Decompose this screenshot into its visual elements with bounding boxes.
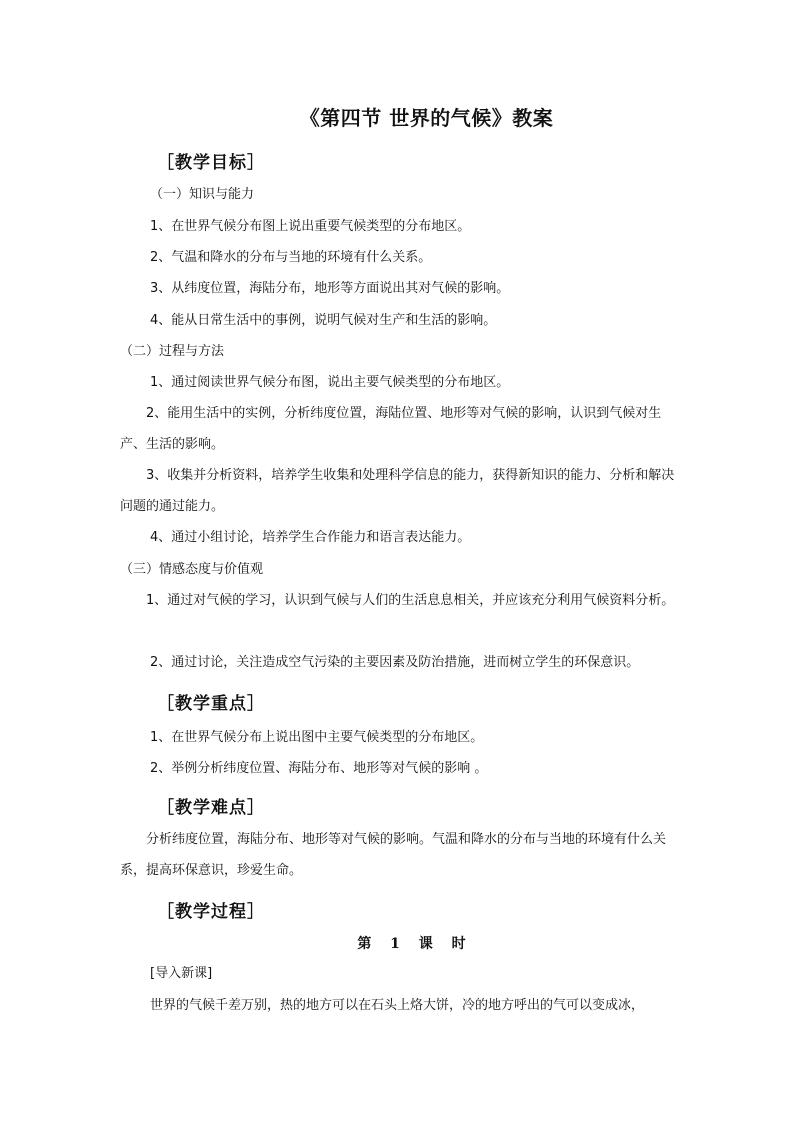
process-section-heading: ［教学过程］ <box>157 902 265 922</box>
knowledge-item: 2、气温和降水的分布与当地的环境有什么关系。 <box>150 250 432 265</box>
emotion-item: 1、通过对气候的学习，认识到气候与人们的生活息息相关，并应该充分利用气候资料分析。 <box>146 593 675 608</box>
knowledge-label: （一）知识与能力 <box>150 187 255 202</box>
emotion-label: （三）情感态度与价值观 <box>120 562 264 577</box>
document-title: 《第四节 世界的气候》教案 <box>299 106 554 130</box>
process-label: （二）过程与方法 <box>120 344 225 359</box>
objectives-heading: ［教学目标］ <box>157 153 265 173</box>
key-point-item: 2、举例分析纬度位置、海陆分布、地形等对气候的影响 。 <box>150 761 488 776</box>
process-item: 1、通过阅读世界气候分布图，说出主要气候类型的分布地区。 <box>150 375 510 390</box>
intro-text: 世界的气候千差万别，热的地方可以在石头上烙大饼，冷的地方呼出的气可以变成冰， <box>150 998 645 1013</box>
knowledge-item: 3、从纬度位置，海陆分布，地形等方面说出其对气候的影响。 <box>150 281 510 296</box>
lesson-title: 第 1 课 时 <box>357 936 466 952</box>
process-item: 3、收集并分析资料，培养学生收集和处理科学信息的能力，获得新知识的能力、分析和解决问题的通过能力。 <box>120 468 675 514</box>
process-item: 2、能用生活中的实例，分析纬度位置，海陆位置、地形等对气候的影响，认识到气候对生产、生活的影响。 <box>120 406 662 452</box>
knowledge-item: 4、能从日常生活中的事例，说明气候对生产和生活的影响。 <box>150 313 497 328</box>
key-point-item: 1、在世界气候分布上说出图中主要气候类型的分布地区。 <box>150 730 484 745</box>
difficulties-text: 分析纬度位置，海陆分布、地形等对气候的影响。气温和降水的分布与当地的环境有什么关系，提高环保意识，珍爱生命。 <box>120 832 667 878</box>
knowledge-item: 1、在世界气候分布图上说出重要气候类型的分布地区。 <box>150 219 471 234</box>
intro-label: [导入新课] <box>150 966 213 981</box>
process-item: 4、通过小组讨论，培养学生合作能力和语言表达能力。 <box>150 530 471 545</box>
key-points-heading: ［教学重点］ <box>157 694 265 714</box>
emotion-item: 2、通过讨论，关注造成空气污染的主要因素及防治措施，进而树立学生的环保意识。 <box>150 655 640 670</box>
difficulties-heading: ［教学难点］ <box>157 798 265 818</box>
